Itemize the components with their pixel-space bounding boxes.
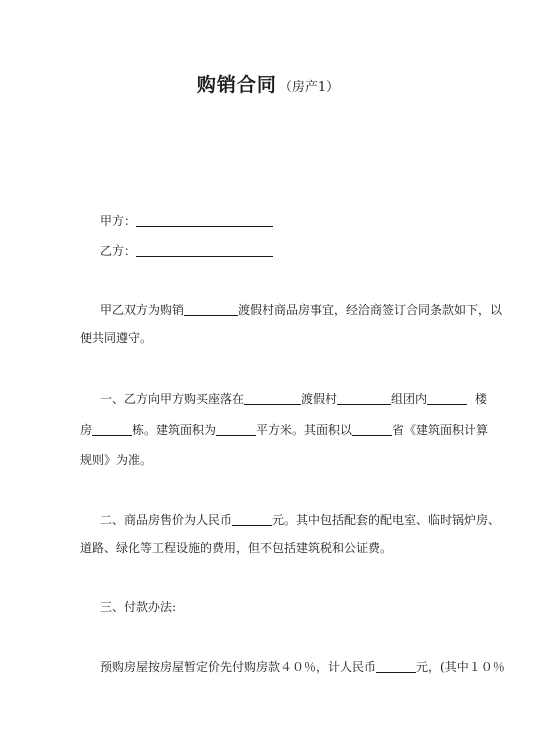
clause3-heading-text: 三、付款办法: [100, 600, 177, 614]
preamble-line-2 [80, 330, 460, 346]
payment-text-b: 元，(其中１０％ [416, 660, 505, 674]
title-subtitle: （房产1） [278, 80, 340, 95]
clause1-blank-3 [427, 392, 467, 405]
clause1-text-e: 房 [80, 423, 93, 437]
preamble-text-1: 甲乙双方为购销 [100, 303, 185, 317]
party-b-blank [136, 244, 273, 257]
clause1-blank-4 [92, 423, 132, 436]
document-title [0, 70, 536, 97]
preamble-blank [184, 303, 238, 316]
clause1-line-3 [80, 452, 460, 468]
preamble-text-3: 便共同遵守。 [80, 331, 153, 345]
clause1-text-c: 组团内 [391, 392, 428, 406]
clause1-text-g: 平方米。其面积以 [256, 423, 353, 437]
clause1-line-1 [100, 390, 488, 407]
clause2-line-2 [80, 540, 460, 556]
payment-line-1 [100, 658, 505, 675]
clause1-text-h: 省《建筑面积计算 [392, 423, 489, 437]
clause1-blank-2 [337, 392, 391, 405]
clause1-text-f: 栋。建筑面积为 [132, 423, 217, 437]
party-b-line [100, 242, 460, 259]
preamble-text-2: 渡假村商品房事宜，经洽商签订合同条款如下，以 [238, 303, 503, 317]
payment-blank [376, 660, 416, 673]
preamble-line-1 [100, 301, 503, 318]
clause1-blank-1 [244, 392, 301, 405]
clause3-heading [100, 599, 460, 615]
clause2-blank [232, 513, 272, 526]
clause1-blank-5 [216, 423, 256, 436]
clause1-text-a: 一、乙方向甲方购买座落在 [100, 392, 245, 406]
clause1-blank-6 [352, 423, 392, 436]
clause1-text-b: 渡假村 [301, 392, 338, 406]
clause1-text-i: 规则》为准。 [80, 453, 153, 467]
clause2-line-1 [100, 511, 501, 528]
clause2-text-a: 二、商品房售价为人民币 [100, 513, 233, 527]
party-b-label: 乙方： [100, 244, 137, 258]
party-a-label: 甲方： [100, 214, 137, 228]
party-a-line [100, 212, 460, 229]
clause1-text-d: 楼 [475, 392, 488, 406]
clause2-text-c: 道路、绿化等工程设施的费用，但不包括建筑税和公证费。 [80, 541, 393, 555]
clause2-text-b: 元。其中包括配套的配电室、临时锅炉房、 [272, 513, 501, 527]
party-a-blank [136, 214, 273, 227]
payment-text-a: 预购房屋按房屋暂定价先付购房款４０％，计人民币 [100, 660, 377, 674]
title-main: 购销合同 [196, 74, 277, 96]
clause1-line-2 [80, 421, 489, 438]
